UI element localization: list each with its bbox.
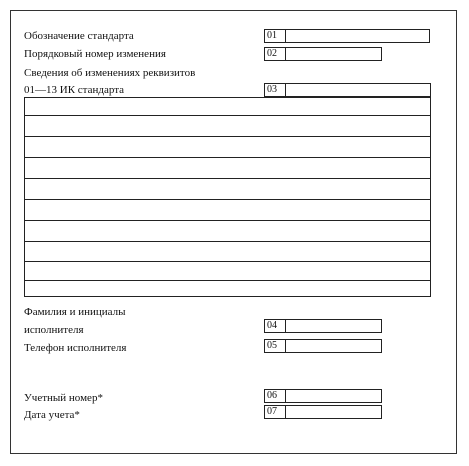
table-row xyxy=(25,199,430,200)
table-row xyxy=(25,178,430,179)
executor-phone-label: Телефон исполнителя xyxy=(24,342,127,354)
requisites-changes-label: Сведения об изменениях реквизитов xyxy=(24,67,196,79)
table-row xyxy=(25,280,430,281)
registration-number-label: Учетный номер* xyxy=(24,392,103,404)
standard-designation-label: Обозначение стандарта xyxy=(24,30,134,42)
code-02: 02 xyxy=(264,47,286,61)
change-number-label: Порядковый номер изменения xyxy=(24,48,166,60)
executor-label: исполнителя xyxy=(24,324,84,336)
table-row xyxy=(25,241,430,242)
registration-number-field[interactable] xyxy=(285,389,382,403)
change-number-field[interactable] xyxy=(285,47,382,61)
table-row xyxy=(25,261,430,262)
table-row xyxy=(25,97,430,98)
standard-designation-field[interactable] xyxy=(285,29,430,43)
table-row xyxy=(25,115,430,116)
registration-date-label: Дата учета* xyxy=(24,409,80,421)
code-03: 03 xyxy=(264,83,286,97)
name-initials-label: Фамилия и инициалы xyxy=(24,306,126,318)
registration-date-field[interactable] xyxy=(285,405,382,419)
executor-field[interactable] xyxy=(285,319,382,333)
table-row xyxy=(25,136,430,137)
code-07: 07 xyxy=(264,405,286,419)
table-row xyxy=(25,220,430,221)
ik-standard-field[interactable] xyxy=(285,83,431,97)
code-04: 04 xyxy=(264,319,286,333)
executor-phone-field[interactable] xyxy=(285,339,382,353)
code-06: 06 xyxy=(264,389,286,403)
code-01: 01 xyxy=(264,29,286,43)
changes-table[interactable] xyxy=(24,97,431,297)
table-row xyxy=(25,157,430,158)
ik-standard-label: 01—13 ИК стандарта xyxy=(24,84,125,96)
code-05: 05 xyxy=(264,339,286,353)
